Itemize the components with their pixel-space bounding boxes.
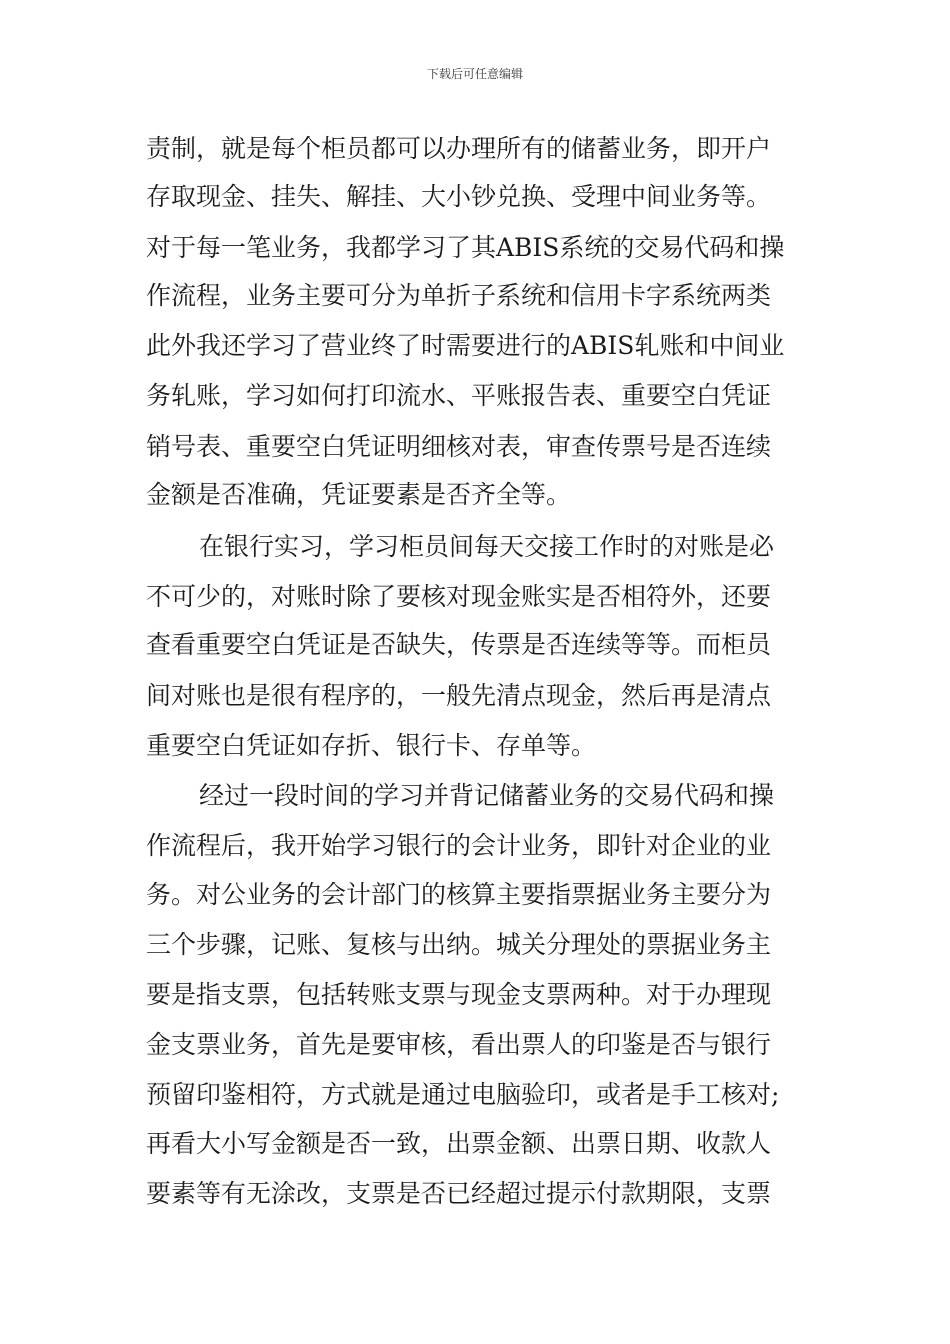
text-line: 查看重要空白凭证是否缺失，传票是否连续等等。而柜员 [146,630,772,659]
text-line: 要是指支票，包括转账支票与现金支票两种。对于办理现 [146,980,772,1009]
text-line: 再看大小写金额是否一致，出票金额、出票日期、收款人 [146,1129,772,1158]
paragraph-start-line: 在银行实习，学习柜员间每天交接工作时的对账是必 [199,532,775,561]
text-line: 三个步骤，记账、复核与出纳。城关分理处的票据业务主 [146,930,772,959]
page-header: 下载后可任意编辑 [426,67,523,81]
text-line: 此外我还学习了营业终了时需要进行的ABIS轧账和中间业 [146,331,785,360]
text-line: 间对账也是很有程序的，一般先清点现金，然后再是清点 [146,681,772,710]
text-line: 对于每一笔业务，我都学习了其ABIS系统的交易代码和操 [146,233,785,262]
text-line: 务轧账，学习如何打印流水、平账报告表、重要空白凭证 [146,381,772,410]
text-line: 责制，就是每个柜员都可以办理所有的储蓄业务，即开户 [146,134,772,163]
text-line: 预留印鉴相符，方式就是通过电脑验印，或者是手工核对; [146,1080,780,1109]
text-line: 重要空白凭证如存折、银行卡、存单等。 [146,731,597,760]
text-line: 金额是否准确，凭证要素是否齐全等。 [146,480,572,509]
text-line: 不可少的，对账时除了要核对现金账实是否相符外，还要 [146,582,772,611]
text-line: 销号表、重要空白凭证明细核对表，审查传票号是否连续 [146,432,772,461]
text-line: 作流程后，我开始学习银行的会计业务，即针对企业的业 [146,831,772,860]
text-line: 作流程，业务主要可分为单折子系统和信用卡字系统两类 [146,281,772,310]
text-line: 务。对公业务的会计部门的核算主要指票据业务主要分为 [146,880,772,909]
paragraph-start-line: 经过一段时间的学习并背记储蓄业务的交易代码和操 [199,781,775,810]
text-line: 存取现金、挂失、解挂、大小钞兑换、受理中间业务等。 [146,182,772,211]
text-line: 要素等有无涂改，支票是否已经超过提示付款期限，支票 [146,1179,772,1208]
text-line: 金支票业务，首先是要审核，看出票人的印鉴是否与银行 [146,1030,772,1059]
